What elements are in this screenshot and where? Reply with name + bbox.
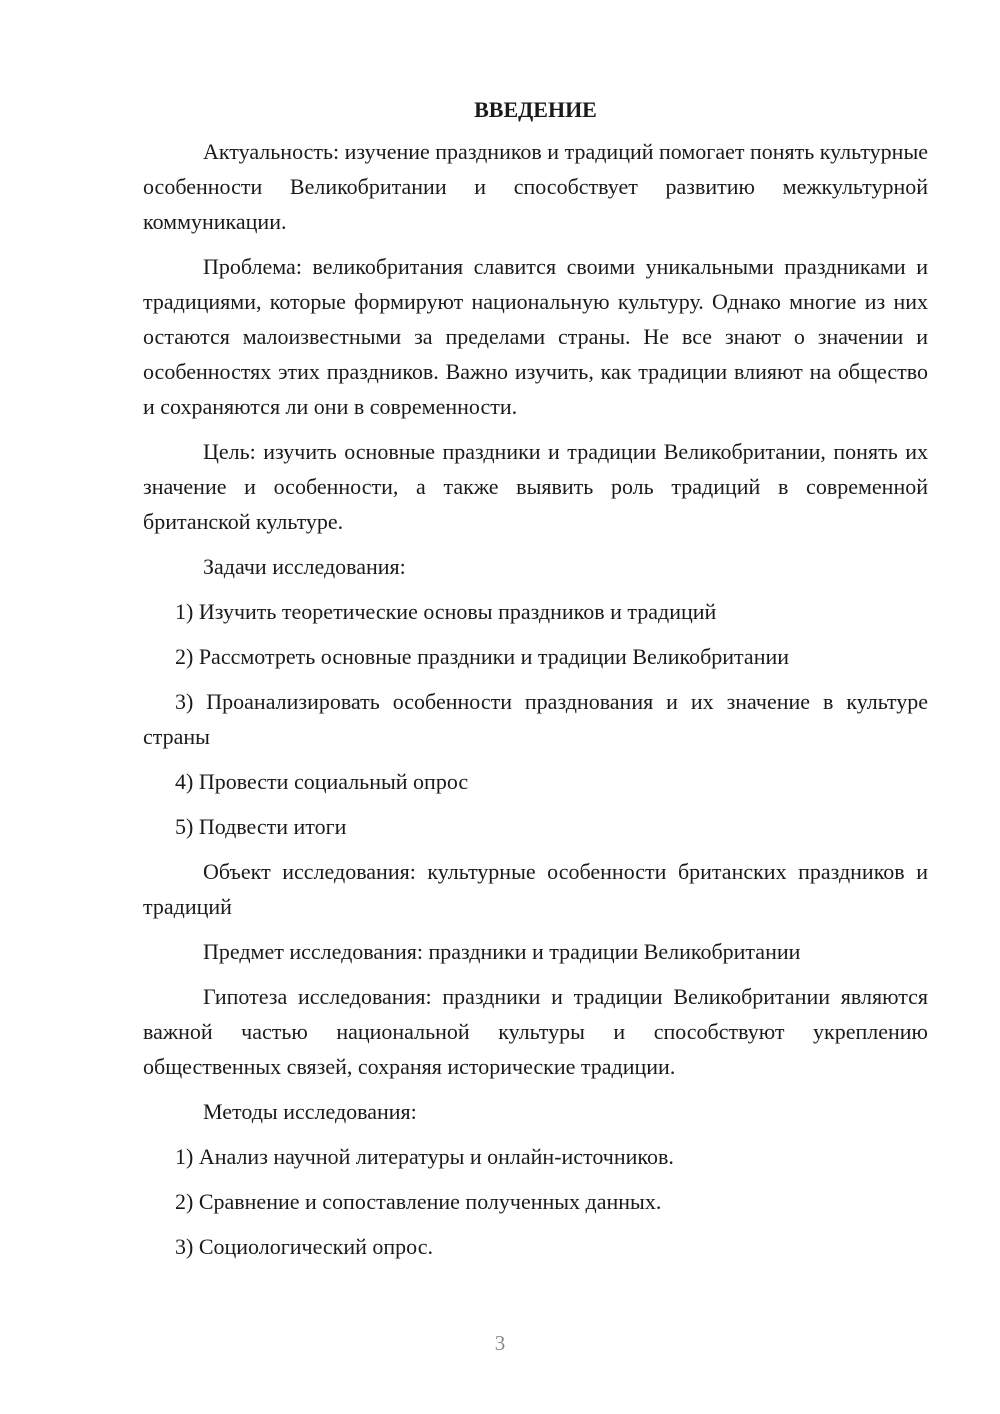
method-item: 3) Социологический опрос. (175, 1234, 433, 1259)
subject-paragraph: Предмет исследования: праздники и традиции Великобритании (203, 939, 801, 964)
task-item: 3) Проанализировать особенности празднования и их значение в культуре страны (143, 689, 928, 749)
task-item: 4) Провести социальный опрос (175, 769, 469, 794)
page-number: 3 (494, 1331, 506, 1355)
relevance-paragraph: Актуальность: изучение праздников и традиций помогает понять культурные особенности Великобритании и способствует развитию межкультурной коммуникации. (143, 139, 929, 234)
document-page (143, 92, 928, 1274)
goal-paragraph: Цель: изучить основные праздники и традиции Великобритании, понять их значение и особенности, а также выявить роль традиций в современной британской культуре. (143, 439, 928, 534)
object-paragraph: Объект исследования: культурные особенности британских праздников и традиций (143, 859, 928, 919)
task-item: 1) Изучить теоретические основы праздников и традиций (175, 599, 717, 624)
task-item: 2) Рассмотреть основные праздники и традиции Великобритании (175, 644, 790, 669)
method-item: 1) Анализ научной литературы и онлайн-источников. (175, 1144, 674, 1169)
section-title: ВВЕДЕНИЕ (474, 97, 597, 122)
task-item: 5) Подвести итоги (175, 814, 347, 839)
problem-paragraph: Проблема: великобритания славится своими уникальными праздниками и традициями, которые формируют национальную культуру. Однако многие из них остаются малоизвестными за пределами страны. Не все знают о значении и особенностях этих праздников. Важно изучить, как традиции влияют на общество и сохраняются ли они в современности. (143, 254, 928, 419)
tasks-heading: Задачи исследования: (203, 554, 406, 579)
methods-heading: Методы исследования: (203, 1099, 417, 1124)
hypothesis-paragraph: Гипотеза исследования: праздники и традиции Великобритании являются важной частью национальной культуры и способствуют укреплению общественных связей, сохраняя исторические традиции. (143, 984, 928, 1079)
method-item: 2) Сравнение и сопоставление полученных данных. (175, 1189, 662, 1214)
